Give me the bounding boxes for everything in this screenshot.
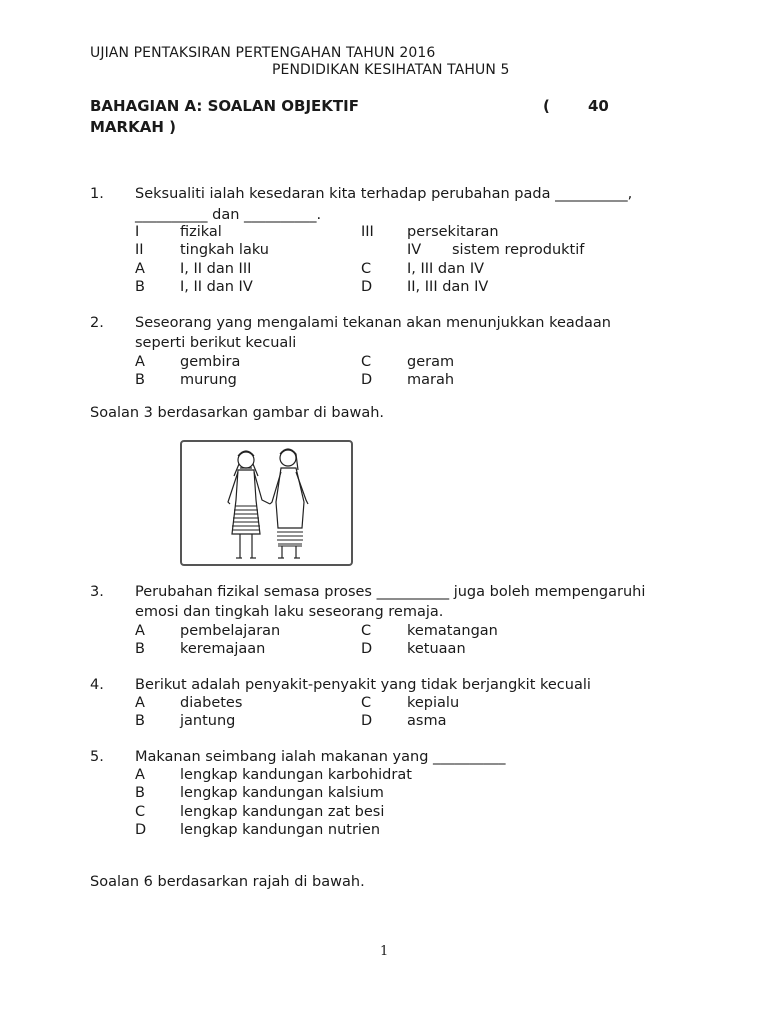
question-text: Makanan seimbang ialah makanan yang __________ xyxy=(135,749,506,765)
section-title: BAHAGIAN A: SOALAN OBJEKTIF xyxy=(90,97,359,115)
option-text: asma xyxy=(407,713,447,729)
option-letter: C xyxy=(135,804,146,820)
option-letter: A xyxy=(135,695,145,711)
option-letter: B xyxy=(135,713,145,729)
question-text: Seksualiti ialah kesedaran kita terhadap perubahan pada __________, xyxy=(135,186,633,202)
option-letter: A xyxy=(135,767,145,783)
option-letter: B xyxy=(135,372,145,388)
question-text: Berikut adalah penyakit-penyakit yang tidak berjangkit kecuali xyxy=(135,677,591,693)
option-text: marah xyxy=(407,372,455,388)
roman-numeral: II xyxy=(135,242,144,258)
question-number: 3. xyxy=(90,584,104,600)
marks-label: MARKAH ) xyxy=(90,118,176,136)
option-text: lengkap kandungan zat besi xyxy=(180,804,385,820)
option-text: I, II dan IV xyxy=(180,279,253,295)
roman-item-text: tingkah laku xyxy=(180,242,269,258)
option-text: lengkap kandungan kalsium xyxy=(180,785,384,801)
roman-item-text: sistem reproduktif xyxy=(452,242,585,258)
option-letter: D xyxy=(135,822,147,838)
subject-title: PENDIDIKAN KESIHATAN TAHUN 5 xyxy=(272,62,510,78)
option-text: lengkap kandungan karbohidrat xyxy=(180,767,412,783)
option-text: jantung xyxy=(180,713,236,729)
roman-item-text: fizikal xyxy=(180,224,222,240)
option-letter: B xyxy=(135,785,145,801)
option-text: II, III dan IV xyxy=(407,279,489,295)
option-letter: D xyxy=(361,713,373,729)
question-text: __________ dan __________. xyxy=(135,207,322,223)
question-text: Perubahan fizikal semasa proses __________ juga boleh mempengaruhi xyxy=(135,584,646,600)
roman-numeral: I xyxy=(135,224,140,240)
option-text: ketuaan xyxy=(407,641,466,657)
question-text: Seseorang yang mengalami tekanan akan menunjukkan keadaan xyxy=(135,315,611,331)
option-letter: A xyxy=(135,261,145,277)
question-number: 4. xyxy=(90,677,104,693)
option-text: I, II dan III xyxy=(180,261,252,277)
option-text: kematangan xyxy=(407,623,498,639)
figure-two-girls xyxy=(180,440,353,566)
option-text: murung xyxy=(180,372,237,388)
question-text: emosi dan tingkah laku seseorang remaja. xyxy=(135,604,444,620)
option-letter: B xyxy=(135,641,145,657)
option-letter: C xyxy=(361,261,372,277)
option-letter: A xyxy=(135,623,145,639)
option-letter: A xyxy=(135,354,145,370)
option-letter: C xyxy=(361,695,372,711)
option-text: diabetes xyxy=(180,695,243,711)
option-letter: D xyxy=(361,279,373,295)
question-number: 5. xyxy=(90,749,104,765)
two-girls-illustration xyxy=(182,442,351,564)
exam-title: UJIAN PENTAKSIRAN PERTENGAHAN TAHUN 2016 xyxy=(90,45,436,61)
option-text: kepialu xyxy=(407,695,460,711)
question-3-intro: Soalan 3 berdasarkan gambar di bawah. xyxy=(90,405,385,421)
question-6-intro: Soalan 6 berdasarkan rajah di bawah. xyxy=(90,874,365,890)
option-letter: B xyxy=(135,279,145,295)
option-text: gembira xyxy=(180,354,241,370)
option-text: I, III dan IV xyxy=(407,261,485,277)
question-number: 1. xyxy=(90,186,104,202)
marks-open: ( xyxy=(543,97,550,115)
option-text: geram xyxy=(407,354,455,370)
marks-value: 40 xyxy=(588,97,609,115)
option-letter: D xyxy=(361,641,373,657)
question-number: 2. xyxy=(90,315,104,331)
option-letter: D xyxy=(361,372,373,388)
option-letter: C xyxy=(361,354,372,370)
option-text: lengkap kandungan nutrien xyxy=(180,822,381,838)
question-text: seperti berikut kecuali xyxy=(135,335,297,351)
page-number: 1 xyxy=(380,944,389,959)
option-text: pembelajaran xyxy=(180,623,281,639)
roman-numeral: IV xyxy=(407,242,422,258)
roman-item-text: persekitaran xyxy=(407,224,499,240)
option-letter: C xyxy=(361,623,372,639)
option-text: keremajaan xyxy=(180,641,266,657)
roman-numeral: III xyxy=(361,224,374,240)
